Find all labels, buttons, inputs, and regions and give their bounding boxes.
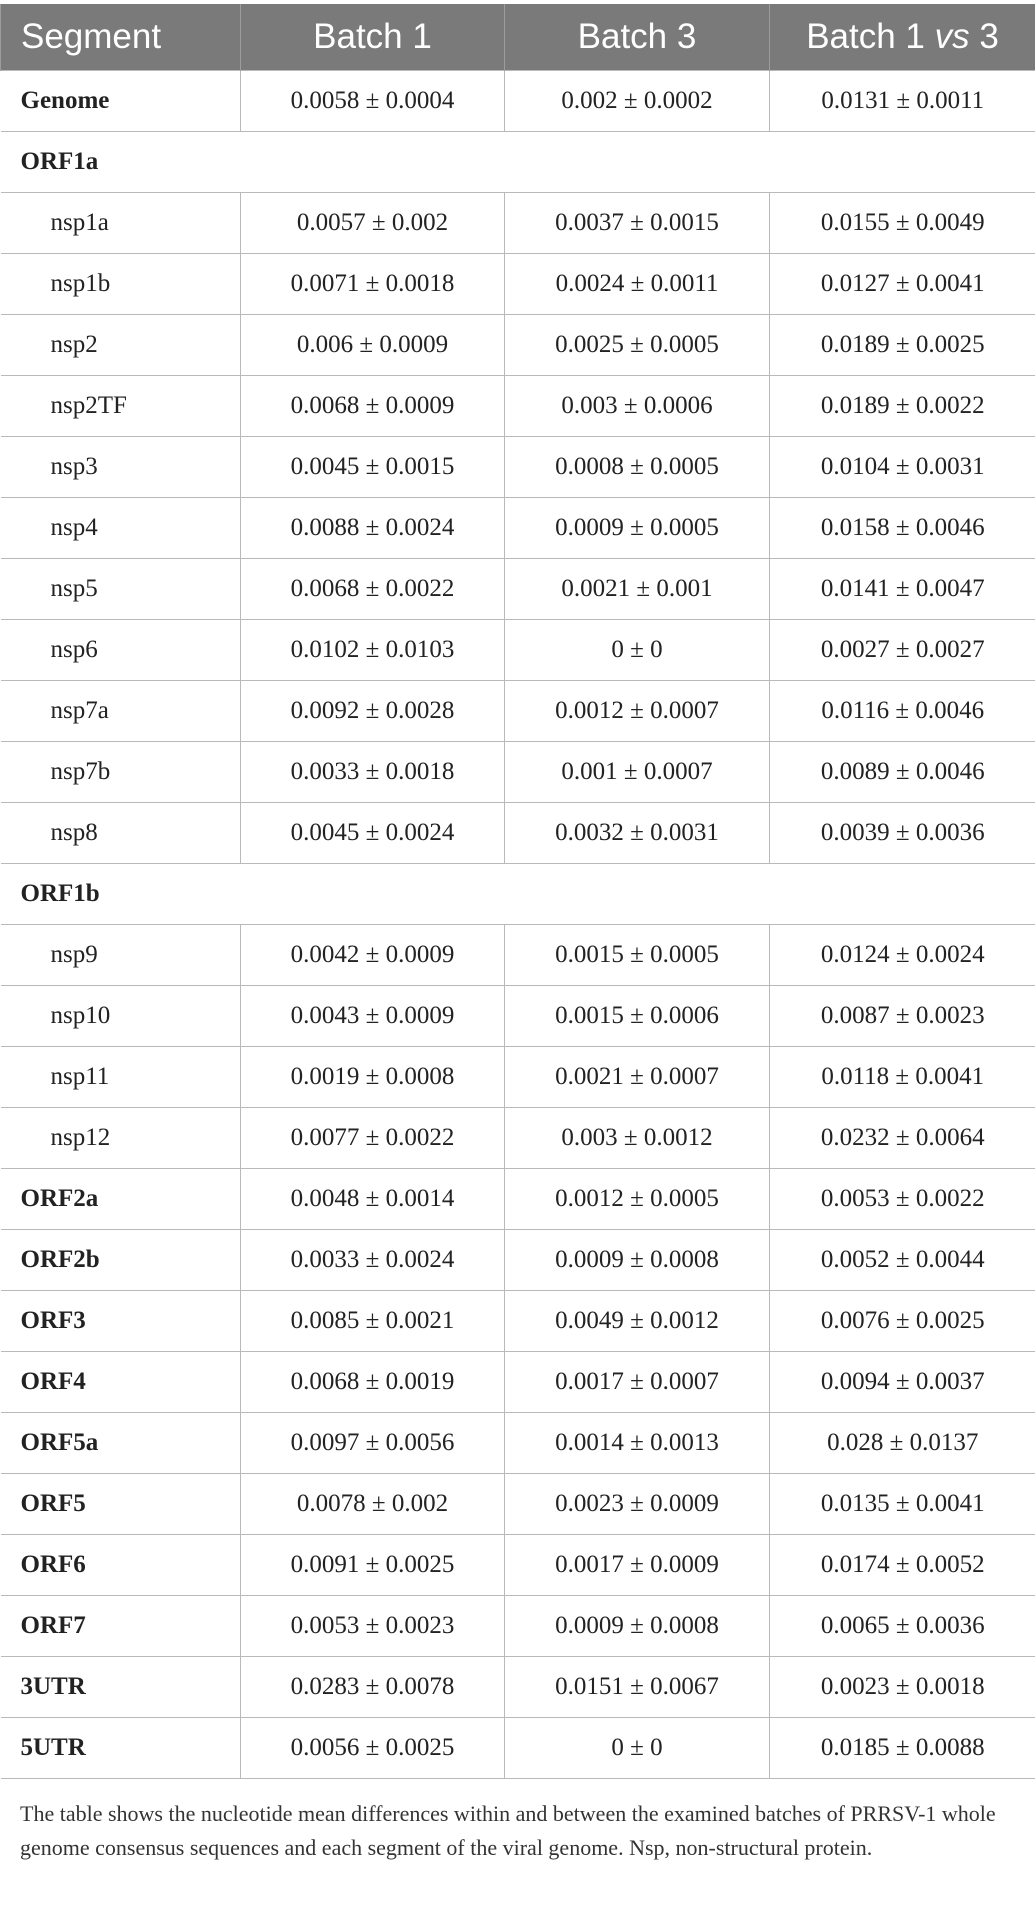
batch-1-vs-3-cell: 0.0065 ± 0.0036 bbox=[770, 1596, 1035, 1657]
table-row bbox=[1, 254, 1035, 315]
batch-1-cell: 0.0056 ± 0.0025 bbox=[241, 1718, 505, 1779]
batch-3-cell: 0.0025 ± 0.0005 bbox=[505, 315, 770, 376]
segment-cell: nsp1a bbox=[1, 193, 241, 254]
segment-cell: nsp9 bbox=[1, 925, 241, 986]
batch-1-cell: 0.0092 ± 0.0028 bbox=[241, 681, 505, 742]
batch-3-cell: 0.0009 ± 0.0008 bbox=[505, 1230, 770, 1291]
batch-3-cell: 0.0015 ± 0.0006 bbox=[505, 986, 770, 1047]
batch-1-cell: 0.0057 ± 0.002 bbox=[241, 193, 505, 254]
batch-3-cell: 0.002 ± 0.0002 bbox=[505, 71, 770, 132]
table-row bbox=[1, 620, 1035, 681]
segment-cell: ORF2b bbox=[1, 1230, 241, 1291]
batch-1-cell: 0.0048 ± 0.0014 bbox=[241, 1169, 505, 1230]
batch-1-cell: 0.0053 ± 0.0023 bbox=[241, 1596, 505, 1657]
segment-cell: Genome bbox=[1, 71, 241, 132]
table-body bbox=[1, 71, 1035, 1779]
table-row bbox=[1, 1108, 1035, 1169]
batch-1-vs-3-cell: 0.028 ± 0.0137 bbox=[770, 1413, 1035, 1474]
batch-1-cell: 0.0068 ± 0.0009 bbox=[241, 376, 505, 437]
table-row bbox=[1, 1718, 1035, 1779]
table-row bbox=[1, 193, 1035, 254]
table-group-row bbox=[1, 132, 1035, 193]
batch-1-cell: 0.0102 ± 0.0103 bbox=[241, 620, 505, 681]
batch-3-cell: 0.0151 ± 0.0067 bbox=[505, 1657, 770, 1718]
batch-1-vs-3-cell: 0.0053 ± 0.0022 bbox=[770, 1169, 1035, 1230]
table-row bbox=[1, 1291, 1035, 1352]
batch-1-cell: 0.0042 ± 0.0009 bbox=[241, 925, 505, 986]
batch-3-cell: 0.001 ± 0.0007 bbox=[505, 742, 770, 803]
segment-cell: nsp8 bbox=[1, 803, 241, 864]
batch-3-cell: 0.0021 ± 0.001 bbox=[505, 559, 770, 620]
group-label: ORF1a bbox=[1, 132, 1035, 193]
batch-3-cell: 0.003 ± 0.0006 bbox=[505, 376, 770, 437]
batch-1-cell: 0.0033 ± 0.0018 bbox=[241, 742, 505, 803]
table-row bbox=[1, 803, 1035, 864]
batch-1-vs-3-cell: 0.0089 ± 0.0046 bbox=[770, 742, 1035, 803]
batch-1-vs-3-cell: 0.0104 ± 0.0031 bbox=[770, 437, 1035, 498]
batch-1-vs-3-cell: 0.0189 ± 0.0025 bbox=[770, 315, 1035, 376]
batch-3-cell: 0.0008 ± 0.0005 bbox=[505, 437, 770, 498]
segment-cell: nsp11 bbox=[1, 1047, 241, 1108]
batch-1-vs-3-cell: 0.0185 ± 0.0088 bbox=[770, 1718, 1035, 1779]
batch-1-vs-3-cell: 0.0141 ± 0.0047 bbox=[770, 559, 1035, 620]
batch-1-vs-3-cell: 0.0174 ± 0.0052 bbox=[770, 1535, 1035, 1596]
batch-1-vs-3-cell: 0.0232 ± 0.0064 bbox=[770, 1108, 1035, 1169]
batch-1-vs-3-cell: 0.0039 ± 0.0036 bbox=[770, 803, 1035, 864]
segment-cell: nsp6 bbox=[1, 620, 241, 681]
table-row bbox=[1, 71, 1035, 132]
table-row bbox=[1, 742, 1035, 803]
batch-1-cell: 0.0085 ± 0.0021 bbox=[241, 1291, 505, 1352]
batch-1-vs-3-cell: 0.0131 ± 0.0011 bbox=[770, 71, 1035, 132]
batch-3-cell: 0.0021 ± 0.0007 bbox=[505, 1047, 770, 1108]
batch-1-cell: 0.0019 ± 0.0008 bbox=[241, 1047, 505, 1108]
segment-cell: 5UTR bbox=[1, 1718, 241, 1779]
batch-3-cell: 0.0012 ± 0.0005 bbox=[505, 1169, 770, 1230]
segment-cell: nsp10 bbox=[1, 986, 241, 1047]
batch-3-cell: 0.0012 ± 0.0007 bbox=[505, 681, 770, 742]
table-group-row bbox=[1, 864, 1035, 925]
segment-cell: nsp7b bbox=[1, 742, 241, 803]
batch-1-cell: 0.0097 ± 0.0056 bbox=[241, 1413, 505, 1474]
table-row bbox=[1, 376, 1035, 437]
header-batch-1-vs-3-prefix: Batch 1 bbox=[806, 17, 935, 56]
table-row bbox=[1, 1596, 1035, 1657]
table-row bbox=[1, 315, 1035, 376]
batch-3-cell: 0.0023 ± 0.0009 bbox=[505, 1474, 770, 1535]
header-batch-1-vs-3 bbox=[770, 4, 1035, 71]
segment-cell: nsp2 bbox=[1, 315, 241, 376]
segment-cell: ORF5a bbox=[1, 1413, 241, 1474]
table-row bbox=[1, 1230, 1035, 1291]
batch-1-vs-3-cell: 0.0094 ± 0.0037 bbox=[770, 1352, 1035, 1413]
batch-1-cell: 0.0043 ± 0.0009 bbox=[241, 986, 505, 1047]
table-footnote: The table shows the nucleotide mean differences within and between the examined batches of PRRSV-1 whole genome consensus sequences and each segment of the viral genome. Nsp, non-structural protein. bbox=[20, 1801, 996, 1860]
batch-1-vs-3-cell: 0.0116 ± 0.0046 bbox=[770, 681, 1035, 742]
segment-cell: nsp1b bbox=[1, 254, 241, 315]
table-row bbox=[1, 1474, 1035, 1535]
batch-1-cell: 0.0068 ± 0.0022 bbox=[241, 559, 505, 620]
batch-1-cell: 0.006 ± 0.0009 bbox=[241, 315, 505, 376]
group-label: ORF1b bbox=[1, 864, 1035, 925]
batch-1-cell: 0.0068 ± 0.0019 bbox=[241, 1352, 505, 1413]
segment-cell: ORF2a bbox=[1, 1169, 241, 1230]
table-row bbox=[1, 1169, 1035, 1230]
header-batch-3: Batch 3 bbox=[505, 4, 770, 71]
segment-cell: nsp5 bbox=[1, 559, 241, 620]
batch-3-cell: 0.0009 ± 0.0008 bbox=[505, 1596, 770, 1657]
batch-3-cell: 0.0037 ± 0.0015 bbox=[505, 193, 770, 254]
table-row bbox=[1, 1657, 1035, 1718]
batch-1-vs-3-cell: 0.0155 ± 0.0049 bbox=[770, 193, 1035, 254]
table-row bbox=[1, 437, 1035, 498]
batch-1-cell: 0.0077 ± 0.0022 bbox=[241, 1108, 505, 1169]
data-table-wrapper bbox=[0, 4, 1035, 1779]
batch-1-vs-3-cell: 0.0052 ± 0.0044 bbox=[770, 1230, 1035, 1291]
batch-3-cell: 0.0015 ± 0.0005 bbox=[505, 925, 770, 986]
batch-3-cell: 0.0017 ± 0.0009 bbox=[505, 1535, 770, 1596]
segment-cell: nsp7a bbox=[1, 681, 241, 742]
segment-cell: nsp2TF bbox=[1, 376, 241, 437]
segment-cell: nsp4 bbox=[1, 498, 241, 559]
batch-3-cell: 0 ± 0 bbox=[505, 1718, 770, 1779]
batch-1-vs-3-cell: 0.0158 ± 0.0046 bbox=[770, 498, 1035, 559]
batch-1-cell: 0.0058 ± 0.0004 bbox=[241, 71, 505, 132]
segment-cell: nsp12 bbox=[1, 1108, 241, 1169]
batch-3-cell: 0.0049 ± 0.0012 bbox=[505, 1291, 770, 1352]
table-row bbox=[1, 681, 1035, 742]
table-header-row bbox=[1, 4, 1035, 71]
batch-1-vs-3-cell: 0.0076 ± 0.0025 bbox=[770, 1291, 1035, 1352]
batch-3-cell: 0.0014 ± 0.0013 bbox=[505, 1413, 770, 1474]
batch-3-cell: 0.0009 ± 0.0005 bbox=[505, 498, 770, 559]
segment-cell: ORF6 bbox=[1, 1535, 241, 1596]
table-row bbox=[1, 925, 1035, 986]
batch-1-cell: 0.0045 ± 0.0015 bbox=[241, 437, 505, 498]
header-vs-italic: vs bbox=[934, 17, 970, 56]
segment-cell: ORF5 bbox=[1, 1474, 241, 1535]
table-row bbox=[1, 559, 1035, 620]
batch-1-vs-3-cell: 0.0189 ± 0.0022 bbox=[770, 376, 1035, 437]
batch-1-cell: 0.0078 ± 0.002 bbox=[241, 1474, 505, 1535]
batch-1-cell: 0.0088 ± 0.0024 bbox=[241, 498, 505, 559]
table-row bbox=[1, 1413, 1035, 1474]
segment-cell: ORF4 bbox=[1, 1352, 241, 1413]
batch-1-cell: 0.0045 ± 0.0024 bbox=[241, 803, 505, 864]
segment-cell: ORF3 bbox=[1, 1291, 241, 1352]
header-batch-1: Batch 1 bbox=[241, 4, 505, 71]
batch-1-vs-3-cell: 0.0124 ± 0.0024 bbox=[770, 925, 1035, 986]
table-row bbox=[1, 1535, 1035, 1596]
batch-1-vs-3-cell: 0.0087 ± 0.0023 bbox=[770, 986, 1035, 1047]
table-row bbox=[1, 1047, 1035, 1108]
batch-3-cell: 0.0017 ± 0.0007 bbox=[505, 1352, 770, 1413]
batch-1-cell: 0.0283 ± 0.0078 bbox=[241, 1657, 505, 1718]
segment-cell: nsp3 bbox=[1, 437, 241, 498]
batch-3-cell: 0.0032 ± 0.0031 bbox=[505, 803, 770, 864]
segment-cell: 3UTR bbox=[1, 1657, 241, 1718]
mean-differences-table bbox=[0, 4, 1035, 1779]
batch-1-cell: 0.0071 ± 0.0018 bbox=[241, 254, 505, 315]
batch-1-cell: 0.0091 ± 0.0025 bbox=[241, 1535, 505, 1596]
table-row bbox=[1, 1352, 1035, 1413]
segment-cell: ORF7 bbox=[1, 1596, 241, 1657]
table-row bbox=[1, 986, 1035, 1047]
batch-3-cell: 0 ± 0 bbox=[505, 620, 770, 681]
batch-1-vs-3-cell: 0.0127 ± 0.0041 bbox=[770, 254, 1035, 315]
batch-1-cell: 0.0033 ± 0.0024 bbox=[241, 1230, 505, 1291]
batch-3-cell: 0.003 ± 0.0012 bbox=[505, 1108, 770, 1169]
batch-1-vs-3-cell: 0.0027 ± 0.0027 bbox=[770, 620, 1035, 681]
header-batch-1-vs-3-suffix: 3 bbox=[969, 17, 999, 56]
table-row bbox=[1, 498, 1035, 559]
header-segment: Segment bbox=[1, 4, 241, 71]
batch-1-vs-3-cell: 0.0135 ± 0.0041 bbox=[770, 1474, 1035, 1535]
batch-1-vs-3-cell: 0.0118 ± 0.0041 bbox=[770, 1047, 1035, 1108]
batch-1-vs-3-cell: 0.0023 ± 0.0018 bbox=[770, 1657, 1035, 1718]
batch-3-cell: 0.0024 ± 0.0011 bbox=[505, 254, 770, 315]
